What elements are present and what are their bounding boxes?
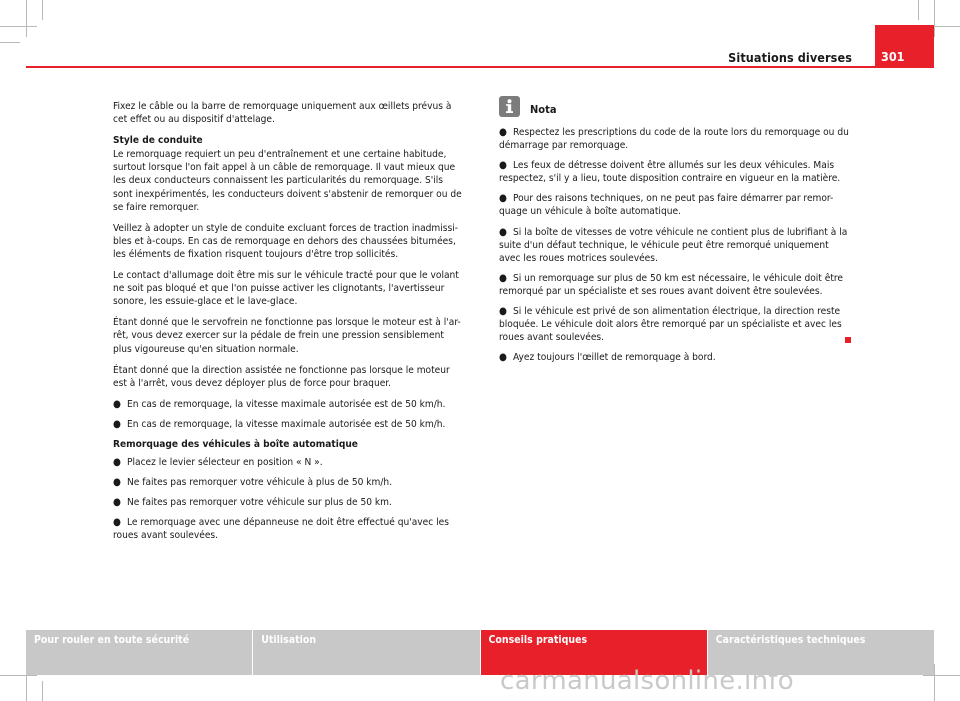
- nota-title: Nota: [530, 103, 557, 117]
- bullet-icon: ●: [113, 477, 121, 489]
- info-icon: [499, 96, 520, 117]
- crop-mark: [0, 26, 37, 27]
- nota-box: [499, 100, 851, 371]
- bullet-icon: ●: [113, 497, 121, 509]
- list-item: ● Si un remorquage sur plus de 50 km est nécessaire, le véhicule doit être remorqué par un spécialiste et ses roues avant doivent être soulevées.: [499, 272, 843, 297]
- page-number: 301: [875, 25, 934, 68]
- list-item: ● En cas de remorquage, la vitesse maximale autorisée est de 50 km/h.: [113, 398, 446, 410]
- crop-mark: [42, 681, 43, 701]
- list-item: ● Ne faites pas remorquer votre véhicule à plus de 50 km/h.: [113, 477, 393, 489]
- bullet-icon: ●: [113, 457, 121, 469]
- crop-mark: [0, 42, 20, 43]
- bullet-icon: ●: [113, 418, 121, 430]
- tab-pour-rouler-en-toute-securite[interactable]: Pour rouler en toute sécurité: [26, 630, 252, 675]
- paragraph: Fixez le câble ou la barre de remorquage uniquement aux œillets prévus à cet effet ou au dispositif d'attelage.: [113, 101, 452, 126]
- crop-mark: [934, 664, 935, 701]
- section-title: Situations diverses: [728, 50, 852, 65]
- footer-nav: [26, 630, 934, 675]
- list-item: ● Les feux de détresse doivent être allumés sur les deux véhicules. Mais respectez, s'il y a lieu, toute disposition contraire en vigueur en la matière.: [499, 160, 841, 185]
- bullet-icon: ●: [499, 306, 507, 318]
- bullet-icon: ●: [499, 226, 507, 238]
- left-column: [113, 100, 465, 550]
- list-item: ● Si le véhicule est privé de son alimentation électrique, la direction reste bloquée. Le véhicule doit alors être remorqué par un spécialiste et avec les roues avant soulevées.: [499, 306, 842, 344]
- bullet-icon: ●: [499, 272, 507, 284]
- nota-header: [499, 100, 851, 120]
- bullet-icon: ●: [499, 352, 507, 364]
- list-item: ● En cas de remorquage, la vitesse maximale autorisée est de 50 km/h.: [113, 418, 446, 430]
- bullet-icon: ●: [499, 127, 507, 138]
- subheading-boite-automatique: Remorquage des véhicules à boîte automatique: [113, 438, 358, 450]
- paragraph: Le remorquage requiert un peu d'entraînement et une certaine habitude, surtout lorsque l'on fait appel à un câble de remorquage. Il vaut mieux que les deux conducteurs connaissent les particularités du remorquage. S'ils sont inexpérimentés, les conducteurs doivent s'abstenir de remorquer ou de se faire remorquer.: [113, 149, 462, 213]
- crop-mark: [26, 0, 27, 37]
- list-item: ● Pour des raisons techniques, on ne peut pas faire démarrer par remor-quage un véhicule à boîte automatique.: [499, 193, 834, 218]
- paragraph: Le contact d'allumage doit être mis sur le véhicule tracté pour que le volant ne soit pas bloqué et que l'on puisse activer les clignotants, l'avertisseur sonore, les essuie-glace et le lave-glace.: [113, 270, 459, 308]
- end-of-section-marker: [845, 337, 851, 343]
- paragraph: Étant donné que la direction assistée ne fonctionne pas lorsque le moteur est à l'arrêt, vous devez déployer plus de force pour braquer.: [113, 364, 450, 389]
- bullet-icon: ●: [499, 160, 507, 172]
- list-item: ● Si la boîte de vitesses de votre véhicule ne contient plus de lubrifiant à la suite d'un défaut technique, le véhicule peut être remorqué uniquement avec les roues motrices soulevées.: [499, 226, 848, 264]
- bullet-icon: ●: [499, 193, 507, 205]
- list-item: ● Placez le levier sélecteur en position « N ».: [113, 457, 323, 469]
- bullet-icon: ●: [113, 398, 121, 410]
- crop-mark: [923, 675, 960, 676]
- list-item: ● Ayez toujours l'œillet de remorquage à bord.: [499, 352, 716, 364]
- header-rule: [26, 66, 934, 68]
- watermark: carmanualsonline.info: [500, 666, 795, 696]
- list-item: ● Respectez les prescriptions du code de la route lors du remorquage ou du démarrage par remorquage.: [499, 127, 849, 152]
- bullet-icon: ●: [113, 517, 121, 529]
- crop-mark: [42, 0, 43, 20]
- paragraph: Étant donné que le servofrein ne fonctionne pas lorsque le moteur est à l'ar-rêt, vous devez exercer sur la pédale de frein une pression sensiblement plus vigoureuse qu'en situation normale.: [113, 317, 461, 355]
- tab-conseils-pratiques[interactable]: Conseils pratiques: [481, 630, 707, 675]
- subheading-style-de-conduite: Style de conduite: [113, 135, 203, 147]
- list-item: ● Ne faites pas remorquer votre véhicule sur plus de 50 km.: [113, 497, 392, 509]
- crop-mark: [934, 0, 935, 37]
- crop-mark: [0, 675, 37, 676]
- paragraph: Veillez à adopter un style de conduite excluant forces de traction inadmissi-bles et à-coups. En cas de remorquage en dehors des chaussées bitumées, les éléments de fixation risquent toujours d'être trop sollicités.: [113, 222, 459, 260]
- tab-utilisation[interactable]: Utilisation: [253, 630, 479, 675]
- crop-mark: [918, 0, 919, 20]
- tab-caracteristiques-techniques[interactable]: Caractéristiques techniques: [708, 630, 934, 675]
- list-item: ● Le remorquage avec une dépanneuse ne doit être effectué qu'avec les roues avant soulevées.: [113, 517, 449, 542]
